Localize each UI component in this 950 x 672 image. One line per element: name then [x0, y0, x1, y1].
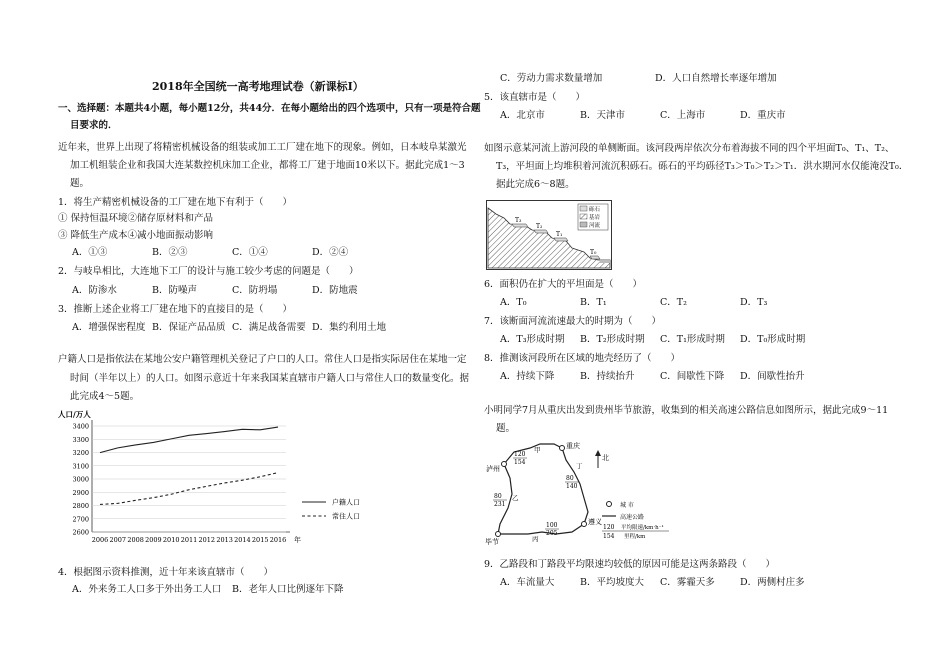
- q1-item-1: ① 保持恒温环境②储存原材料和产品: [58, 213, 214, 224]
- q3-option-b: B．保证产品品质: [152, 322, 226, 333]
- segment-jia: 甲: [534, 446, 541, 454]
- terrace-label-t1: T₁: [556, 231, 563, 238]
- legend-river: 河流: [589, 223, 601, 229]
- section-heading: 一、选择题：本题共4小题，每小题12分，共44分．在每小题给出的四个选项中，只有一项是符合题: [58, 103, 481, 114]
- q9-option-b: B．平均坡度大: [580, 577, 644, 588]
- q6-option-d: D．T₃: [740, 297, 768, 308]
- q3-option-a: A．增强保密程度: [72, 322, 146, 333]
- q7-option-c: C．T₁形成时期: [660, 334, 725, 345]
- q7-option-b: B．T₂形成时期: [580, 334, 645, 345]
- x-tick-label: 2015: [251, 536, 269, 544]
- svg-text:205: 205: [546, 530, 558, 537]
- terrace-label-t0: T₀: [590, 249, 597, 256]
- legend-river-swatch: [580, 222, 587, 227]
- y-tick-label: 2600: [72, 528, 89, 537]
- question-1: 1．将生产精密机械设备的工厂建在地下有利于（ ）: [58, 197, 293, 208]
- series-line-1: [100, 427, 278, 453]
- gravel-t0: [590, 256, 600, 259]
- speed-label-bing: [545, 522, 559, 537]
- q4-option-b: B．老年人口比例逐年下降: [232, 584, 344, 595]
- question-4: 4．根据图示资料推测，近十年来该直辖市（ ）: [58, 567, 274, 578]
- segment-ding: 丁: [576, 462, 583, 470]
- q6-option-a: A．T₀: [500, 297, 527, 308]
- question-2: 2．与岐阜相比，大连地下工厂的设计与施工较少考虑的问题是（ ）: [58, 266, 359, 277]
- intro2-line1: 户籍人口是指依法在某地公安户籍管理机关登记了户口的人口。常住人口是指实际居住在某地一定: [58, 354, 467, 365]
- question-8: 8．推测该河段所在区域的地壳经历了（ ）: [484, 353, 681, 364]
- q1-option-b: B．②③: [152, 247, 188, 258]
- q9-option-d: D．两侧村庄多: [740, 577, 805, 588]
- intro2-line2: 时间（半年以上）的人口。如图示意近十年来我国某直辖市户籍人口与常住人口的数量变化。据: [70, 373, 470, 384]
- q9-option-c: C．雾霾天多: [660, 577, 715, 588]
- q2-option-c: C．防坍塌: [232, 285, 278, 296]
- x-tick-label: 2006: [91, 536, 109, 544]
- city-luzhou: 泸州: [486, 465, 500, 473]
- x-tick-label: 2007: [109, 536, 127, 544]
- q4-option-d: D．人口自然增长率逐年增加: [655, 73, 777, 84]
- x-tick-label: 2011: [180, 536, 198, 544]
- svg-text:154: 154: [514, 459, 526, 466]
- highway-map-figure: [484, 438, 694, 546]
- city-bijie-marker: [496, 532, 501, 537]
- y-axis-label: 人口/万人: [58, 410, 91, 419]
- x-tick-label: 2012: [198, 536, 216, 544]
- legend-gravel-swatch: [580, 206, 587, 211]
- q2-option-b: B．防噪声: [152, 285, 197, 296]
- q8-option-b: B．持续抬升: [580, 371, 635, 382]
- q6-option-c: C．T₂: [660, 297, 687, 308]
- q3-option-d: D．集约利用土地: [312, 322, 387, 333]
- y-tick-label: 3100: [72, 462, 89, 471]
- legend-label-1: 户籍人口: [332, 498, 360, 507]
- y-tick-label: 2800: [72, 502, 89, 510]
- road-bing: [498, 524, 584, 534]
- question-9: 9．乙路段和丁路段平均限速均较低的原因可能是这两条路段（ ）: [484, 559, 776, 570]
- question-3: 3．推断上述企业将工厂建在地下的直接目的是（ ）: [58, 304, 293, 315]
- q1-option-c: C．①④: [232, 247, 268, 258]
- river-water: [600, 260, 610, 263]
- q4-option-a: A．外来务工人口多于外出务工人口: [72, 584, 222, 595]
- y-tick-label: 3300: [72, 435, 89, 444]
- svg-text:100: 100: [546, 522, 558, 529]
- x-tick-label: 2013: [216, 536, 233, 544]
- legend-label-2: 常住人口: [332, 512, 360, 521]
- q5-option-d: D．重庆市: [740, 110, 786, 121]
- legend-gravel: 砾石: [589, 207, 601, 213]
- y-tick-label: 2700: [72, 515, 89, 524]
- intro3-line3: 据此完成6～8题。: [496, 179, 575, 190]
- segment-yi: 乙: [512, 494, 519, 502]
- svg-text:80: 80: [566, 475, 574, 482]
- north-arrow-icon: [595, 450, 609, 468]
- q5-option-b: B．天津市: [580, 110, 625, 121]
- legend-road-label: 高速公路: [620, 514, 645, 521]
- intro3-line2: T₃，平坦面上均堆积着河流沉积砾石。砾石的平均砾径T₃＞T₀＞T₂＞T₁．洪水期河水仅能淹没T₀．: [496, 161, 909, 172]
- q2-option-d: D．防地震: [312, 285, 358, 296]
- gravel-t1: [554, 238, 568, 241]
- x-tick-label: 2009: [145, 536, 162, 544]
- q7-option-d: D．T₀形成时期: [740, 334, 806, 345]
- q8-option-c: C．间歇性下降: [660, 371, 725, 382]
- terrace-label-t2: T₂: [536, 223, 543, 230]
- intro1-line3: 题。: [70, 178, 90, 189]
- legend-speed-label: 平均限速/km·h⁻¹: [621, 525, 664, 531]
- svg-text:北: 北: [602, 454, 609, 462]
- q1-option-a: A．①③: [72, 247, 108, 258]
- x-axis-label: 年: [294, 536, 301, 544]
- q4-option-c: C．劳动力需求数量增加: [500, 73, 603, 84]
- river-terrace-figure: [486, 200, 612, 270]
- terrace-label-t3: T₃: [515, 217, 522, 224]
- page-title: 2018年全国统一高考地理试卷（新课标Ⅰ）: [152, 80, 364, 93]
- legend-length-label: 里程/km: [624, 534, 646, 540]
- intro4-line2: 题。: [496, 423, 516, 434]
- intro1-line2: 加工机组装企业和我国大连某数控机床加工企业，都将工厂建于地面10米以下。据此完成1～3: [70, 160, 465, 171]
- x-tick-label: 2014: [234, 536, 251, 544]
- y-tick-label: 3400: [72, 422, 89, 431]
- question-5: 5．该直辖市是（ ）: [484, 92, 586, 103]
- map-legend: [602, 501, 669, 540]
- question-7: 7．该断面河流流速最大的时期为（ ）: [484, 316, 662, 327]
- city-zunyi-marker: [582, 522, 587, 527]
- population-chart: [56, 406, 386, 556]
- y-tick-label: 3200: [72, 449, 89, 457]
- question-6: 6．面积仍在扩大的平坦面是（ ）: [484, 279, 643, 290]
- city-chongqing: 重庆: [566, 442, 580, 450]
- series-line-2: [100, 473, 278, 505]
- speed-label-yi: [493, 493, 507, 508]
- intro2-line3: 此完成4～5题。: [70, 391, 140, 402]
- legend-bedrock: 基岩: [589, 215, 601, 221]
- q2-option-a: A．防渗水: [72, 285, 117, 296]
- q8-option-a: A．持续下降: [500, 371, 555, 382]
- svg-text:120: 120: [514, 451, 526, 458]
- legend-bedrock-swatch: [580, 214, 587, 219]
- q5-option-c: C．上海市: [660, 110, 706, 121]
- city-bijie: 毕节: [485, 538, 499, 546]
- legend-city-label: 城 市: [620, 502, 634, 509]
- road-jia: [504, 444, 562, 464]
- q7-option-a: A．T₃形成时期: [500, 334, 565, 345]
- svg-text:140: 140: [566, 483, 578, 490]
- q3-option-c: C．满足战备需要: [232, 322, 306, 333]
- intro4-line1: 小明同学7月从重庆出发到贵州毕节旅游，收集到的相关高速公路信息如图所示，据此完成9～11: [484, 405, 889, 416]
- city-luzhou-marker: [502, 462, 507, 467]
- section-heading-cont: 目要求的．: [70, 120, 118, 131]
- q8-option-d: D．间歇性抬升: [740, 371, 805, 382]
- gravel-t3: [512, 224, 528, 227]
- svg-text:231: 231: [494, 501, 506, 508]
- intro1-line1: 近年来，世界上出现了将精密机械设备的组装或加工工厂建在地下的现象。例如，日本岐阜某激光: [58, 142, 467, 153]
- q1-option-d: D．②④: [312, 247, 349, 258]
- svg-text:120: 120: [603, 524, 615, 531]
- y-tick-label: 3000: [72, 475, 89, 484]
- city-zunyi: 遵义: [588, 518, 602, 526]
- y-tick-label: 2900: [72, 488, 89, 497]
- q6-option-b: B．T₁: [580, 297, 607, 308]
- svg-text:80: 80: [494, 493, 502, 500]
- intro3-line1: 如图示意某河流上游河段的单侧断面。该河段两岸依次分布着海拔不同的四个平坦面T₀、T₁、T₂、: [484, 143, 895, 154]
- x-tick-label: 2008: [127, 536, 144, 544]
- x-tick-label: 2010: [162, 536, 180, 544]
- city-chongqing-marker: [560, 446, 565, 451]
- x-tick-label: 2016: [269, 536, 287, 544]
- svg-text:154: 154: [603, 533, 615, 540]
- q9-option-a: A．车流量大: [500, 577, 555, 588]
- q1-item-2: ③ 降低生产成本④减小地面振动影响: [58, 230, 214, 241]
- gravel-t2: [534, 230, 548, 233]
- q5-option-a: A．北京市: [500, 110, 545, 121]
- segment-bing: 丙: [532, 535, 539, 543]
- speed-label-jia: [513, 451, 527, 466]
